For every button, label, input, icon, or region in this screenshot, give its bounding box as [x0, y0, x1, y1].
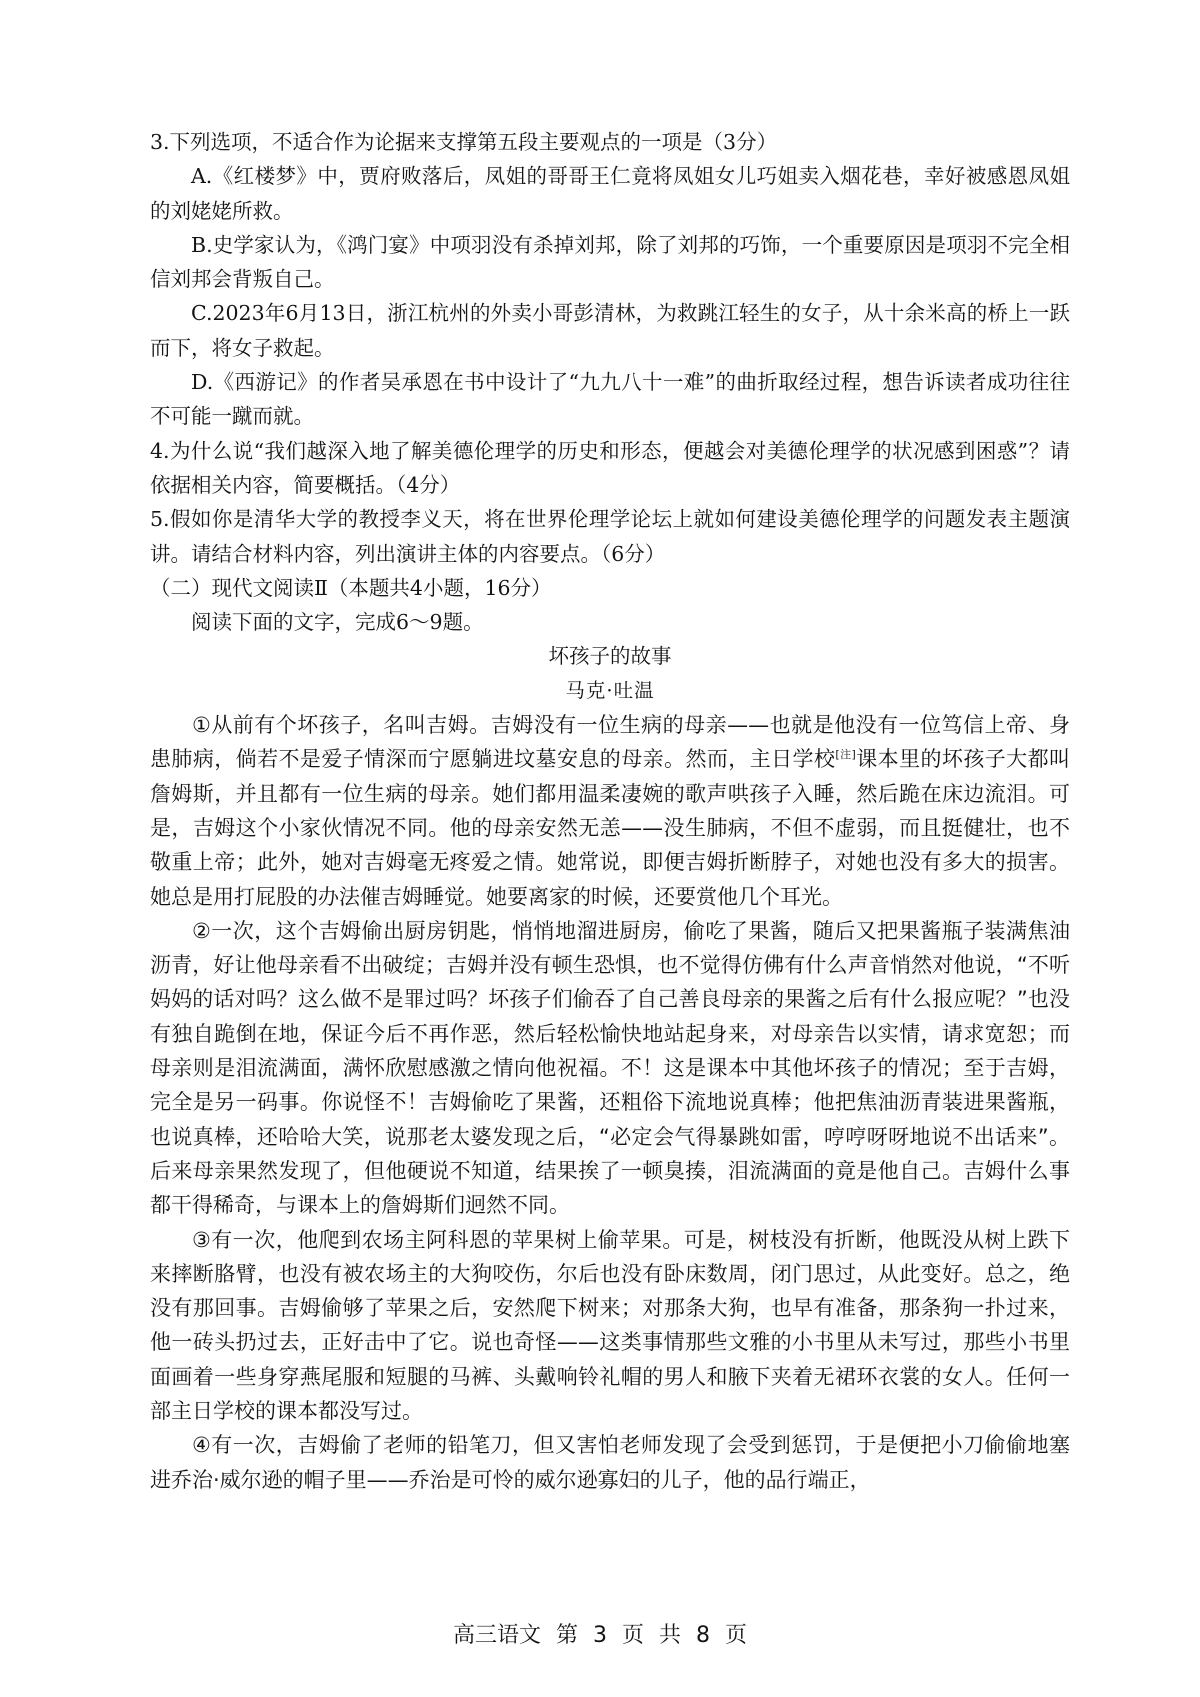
story-paragraph-2: ②一次，这个吉姆偷出厨房钥匙，悄悄地溜进厨房，偷吃了果酱，随后又把果酱瓶子装满焦油沥青，好让他母亲看不出破绽；吉姆并没有顿生恐惧，也不觉得仿佛有什么声音悄然对他说，“不听妈妈的话对吗？这么做不是罪过吗？坏孩子们偷吞了自己善良母亲的果酱之后有什么报应呢？”也没有独自跪倒在地，保证今后不再作恶，然后轻松愉快地站起身来，对母亲告以实情，请求宽恕；而母亲则是泪流满面，满怀欣慰感激之情向他祝福。不！这是课本中其他坏孩子的情况；至于吉姆，完全是另一码事。你说怪不！吉姆偷吃了果酱，还粗俗下流地说真棒；他把焦油沥青装进果酱瓶，也说真棒，还哈哈大笑，说那老太婆发现之后，“必定会气得暴跳如雷，哼哼呀呀地说不出话来”。后来母亲果然发现了，但他硬说不知道，结果挨了一顿臭揍，泪流满面的竟是他自己。吉姆什么事都干得稀奇，与课本上的詹姆斯们迥然不同。 — [150, 918, 1070, 1218]
question-4: 4.为什么说“我们越深入地了解美德伦理学的历史和形态，便越会对美德伦理学的状况感到困惑”？请依据相关内容，简要概括。（4分） — [150, 438, 1070, 497]
footnote-marker: [注] — [835, 748, 856, 762]
story-paragraph-1 — [150, 708, 1070, 914]
question-3-stem: 3.下列选项，不适合作为论据来支撑第五段主要观点的一项是（3分） — [150, 130, 778, 154]
page-footer: 高三语文 第 3 页 共 8 页 — [453, 1623, 747, 1648]
story-author: 马克·吐温 — [565, 678, 655, 702]
page-content — [150, 125, 1070, 1497]
story-paragraph-1-part-b: 课本里的坏孩子大都叫詹姆斯，并且都有一位生病的母亲。她们都用温柔凄婉的歌声哄孩子入睡，然后跪在床边流泪。可是，吉姆这个小家伙情况不同。他的母亲安然无恙——没生肺病，不但不虚弱，而且挺健壮，也不敬重上帝；此外，她对吉姆毫无疼爱之情。她常说，即便吉姆折断脖子，对她也没有多大的损害。她总是用打屁股的办法催吉姆睡觉。她要离家的时候，还要赏他几个耳光。 — [150, 747, 1070, 909]
question-3-option-a: A.《红楼梦》中，贾府败落后，凤姐的哥哥王仁竟将凤姐女儿巧姐卖入烟花巷，幸好被感恩凤姐的刘姥姥所救。 — [150, 164, 1070, 223]
section-instruction: 阅读下面的文字，完成6～9题。 — [191, 610, 484, 635]
story-title: 坏孩子的故事 — [548, 644, 672, 669]
question-5: 5.假如你是清华大学的教授李义天，将在世界伦理学论坛上就如何建设美德伦理学的问题发表主题演讲。请结合材料内容，列出演讲主体的内容要点。（6分） — [150, 507, 1070, 566]
question-3-option-b: B.史学家认为，《鸿门宴》中项羽没有杀掉刘邦，除了刘邦的巧饰，一个重要原因是项羽不完全相信刘邦会背叛自己。 — [150, 232, 1070, 292]
story-paragraph-1-part-a: ①从前有个坏孩子，名叫吉姆。吉姆没有一位生病的母亲——也就是他没有一位笃信上帝、身患肺病，倘若不是爱子情深而宁愿躺进坟墓安息的母亲。然而，主日学校 — [150, 713, 1070, 772]
question-3-option-d: D.《西游记》的作者吴承恩在书中设计了“九九八十一难”的曲折取经过程，想告诉读者成功往往不可能一蹴而就。 — [150, 370, 1070, 429]
question-3-option-c: C.2023年6月13日，浙江杭州的外卖小哥彭清林，为救跳江轻生的女子，从十余米高的桥上一跃而下，将女子救起。 — [150, 301, 1070, 360]
story-paragraph-4: ④有一次，吉姆偷了老师的铅笔刀，但又害怕老师发现了会受到惩罚，于是便把小刀偷偷地塞进乔治·威尔逊的帽子里——乔治是可怜的威尔逊寡妇的儿子，他的品行端正， — [150, 1433, 1070, 1492]
story-paragraph-3: ③有一次，他爬到农场主阿科恩的苹果树上偷苹果。可是，树枝没有折断，他既没从树上跌下来摔断胳臂，也没有被农场主的大狗咬伤，尔后也没有卧床数周，闭门思过，从此变好。总之，绝没有那回事。吉姆偷够了苹果之后，安然爬下树来；对那条大狗，也早有准备，那条狗一扑过来，他一砖头扔过去，正好击中了它。说也奇怪——这类事情那些文雅的小书里从未写过，那些小书里面画着一些身穿燕尾服和短腿的马裤、头戴响铃礼帽的男人和腋下夹着无裙环衣裳的女人。任何一部主日学校的课本都没写过。 — [150, 1227, 1070, 1423]
section-heading: （二）现代文阅读Ⅱ（本题共4小题，16分） — [150, 575, 552, 600]
